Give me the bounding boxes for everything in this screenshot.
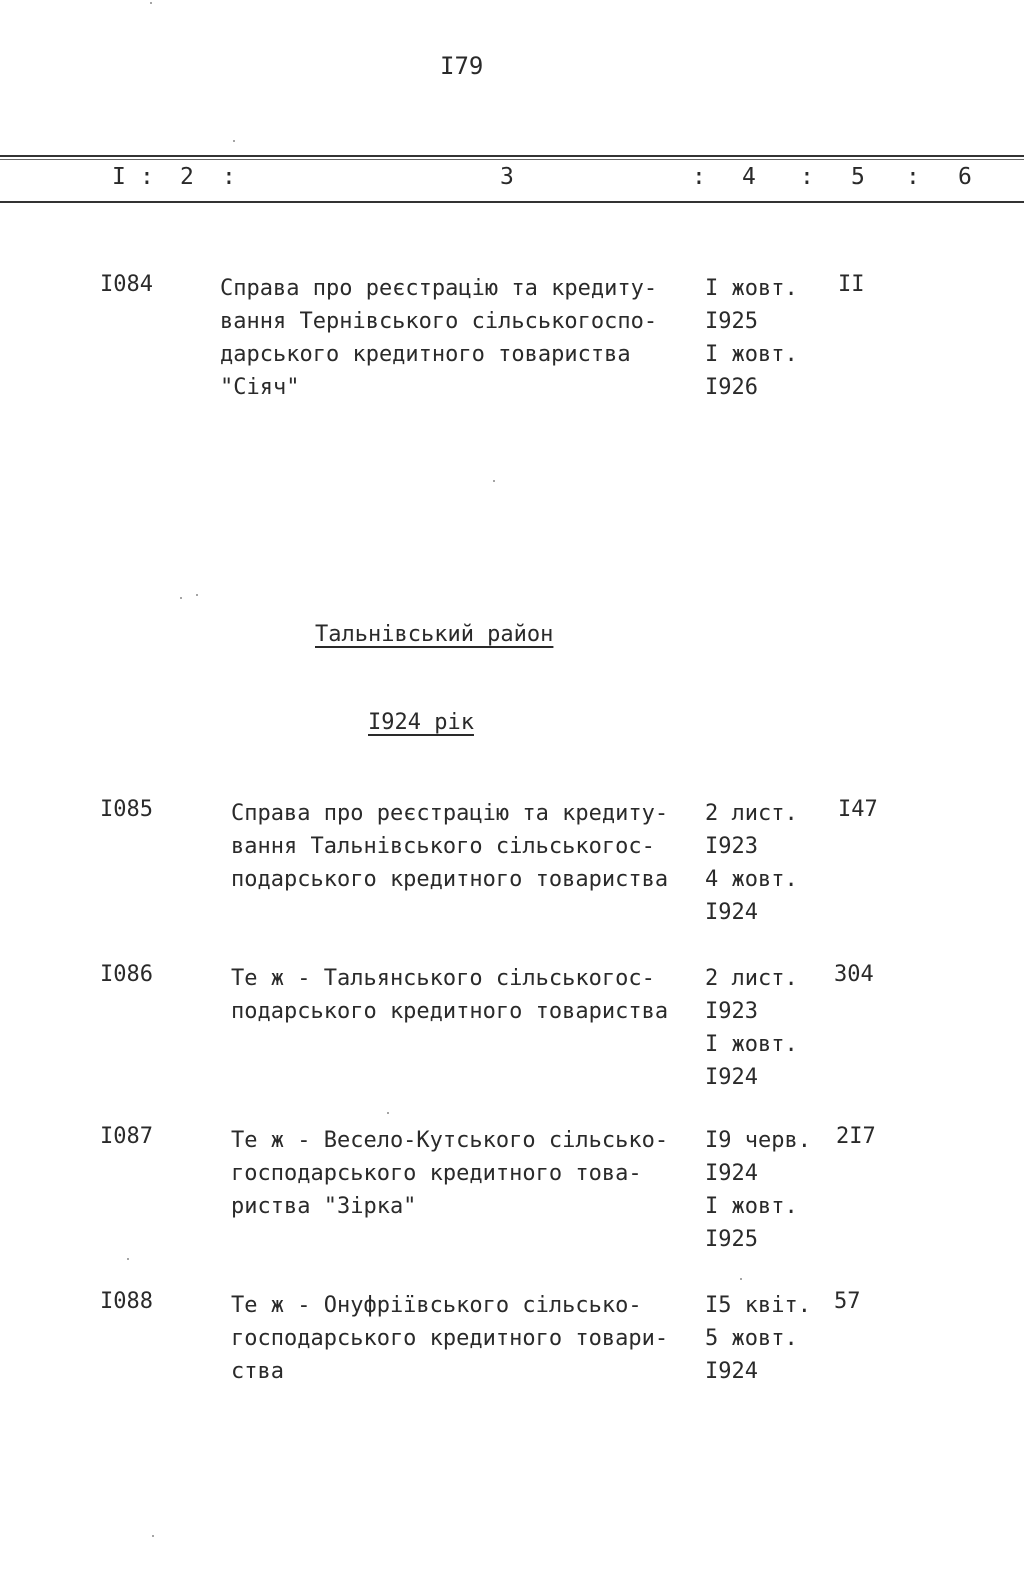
column-header-6: 6 [958,164,972,190]
table-header-bottom-rule [0,201,1024,203]
scan-speck [740,1278,742,1280]
column-separator: : [692,164,706,190]
column-header-1: I [112,164,126,190]
column-header-4: 4 [742,164,756,190]
table-header-top-rule-thin [0,159,1024,160]
record-description: Те ж - Весело-Кутського сільсько- господарського кредитного това- риства "Зірка" [231,1128,669,1219]
record-number: I087 [100,1124,153,1149]
scan-speck [387,1112,389,1114]
column-header-5: 5 [851,164,865,190]
scan-speck [493,480,495,482]
district-heading: Тальнівський район [315,622,554,647]
column-separator: : [222,164,236,190]
record-description: Справа про реєстрацію та кредиту- вання Тернівського сільськогоспо- дарського кредитного товариства "Сіяч" [220,276,658,400]
record-description: Те ж - Онуфріївського сільсько- господарського кредитного товари- ства [231,1293,669,1384]
record-description: Те ж - Тальянського сільськогос- подарського кредитного товариства [231,966,669,1024]
record-dates: I9 черв. I924 I жовт. I925 [705,1128,811,1252]
scan-speck [150,2,152,4]
record-number: I086 [100,962,153,987]
column-header-2: 2 [180,164,194,190]
record-description: Справа про реєстрацію та кредиту- вання Тальнівського сільськогос- подарського кредитного товариства [231,801,669,892]
column-header-3: 3 [500,164,514,190]
record-sheet-count: I47 [838,797,878,822]
scan-speck [127,1258,129,1260]
record-number: I085 [100,797,153,822]
record-dates: I5 квіт. 5 жовт. I924 [705,1293,811,1384]
column-separator: : [140,164,154,190]
record-dates: 2 лист. I923 I жовт. I924 [705,966,798,1090]
scan-speck [180,597,182,599]
record-sheet-count: 2I7 [836,1124,876,1149]
column-separator: : [906,164,920,190]
record-sheet-count: 304 [834,962,874,987]
record-dates: 2 лист. I923 4 жовт. I924 [705,801,798,925]
record-sheet-count: 57 [834,1289,861,1314]
record-dates: I жовт. I925 I жовт. I926 [705,276,798,400]
page-number: I79 [440,52,484,80]
column-separator: : [800,164,814,190]
year-heading: I924 рік [368,710,474,735]
record-number: I088 [100,1289,153,1314]
scan-speck [196,594,198,596]
record-sheet-count: II [838,272,865,297]
scan-speck [152,1535,154,1537]
scan-speck [233,140,235,142]
table-header-top-rule [0,155,1024,157]
record-number: I084 [100,272,153,297]
